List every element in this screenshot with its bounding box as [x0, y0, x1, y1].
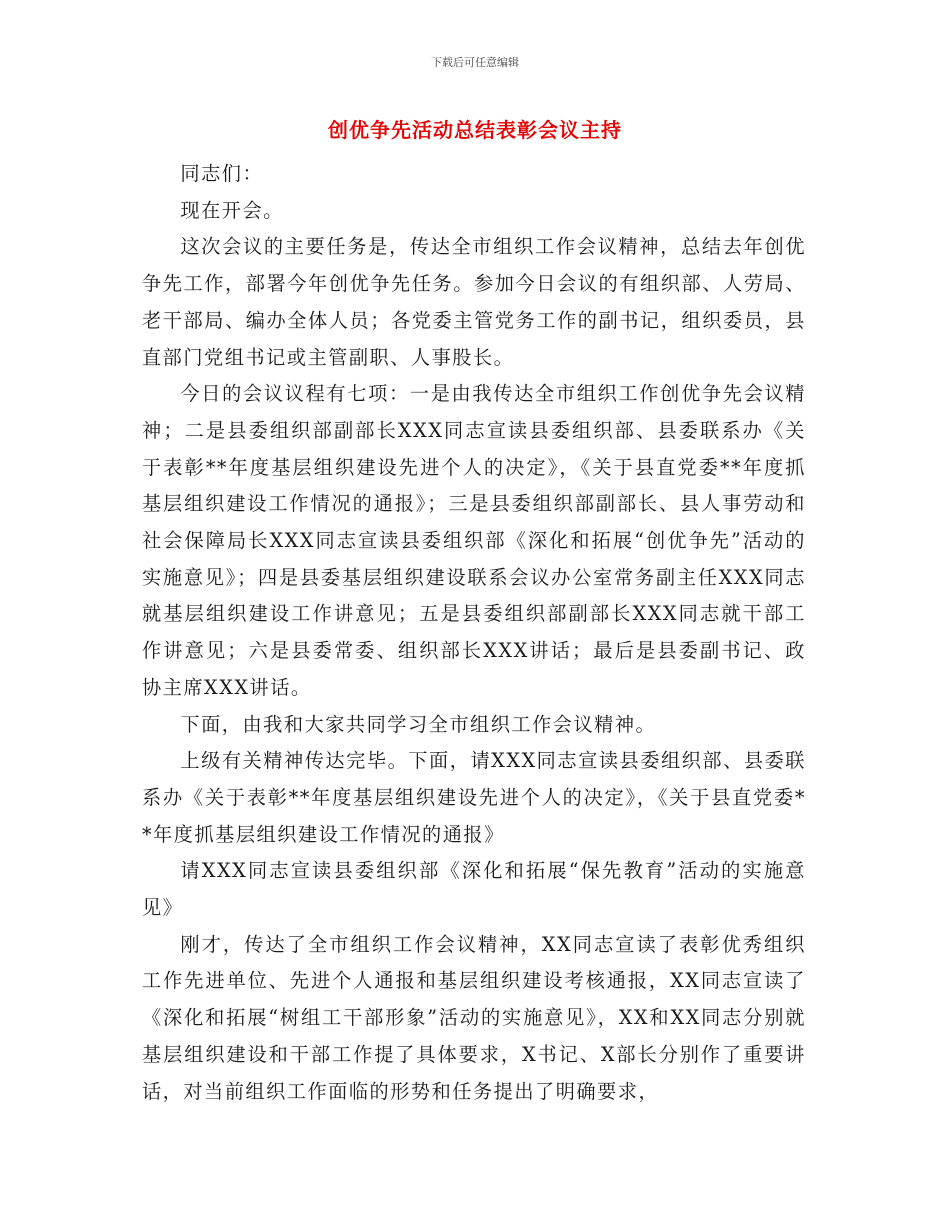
- paragraph-study: 下面，由我和大家共同学习全市组织工作会议精神。: [180, 712, 657, 736]
- paragraph-greeting: 同志们：: [180, 162, 264, 185]
- paragraph-summary: 刚才，传达了全市组织工作会议精神，XX同志宣读了表彰优秀组织工作先进单位、先进个人通报和基层组织建设考核通报，XX同志宣读了《深化和拓展“树组工干部形象”活动的实施意见》，XX和XX同志分别就基层组织建设和干部工作提了具体要求，X书记、X部长分别作了重要讲话，对当前组织工作面临的形势和任务提出了明确要求，: [142, 932, 806, 1103]
- document-body: [142, 156, 806, 1110]
- paragraph-reading-decision: 上级有关精神传达完毕。下面，请XXX同志宣读县委组织部、县委联系办《关于表彰**年度基层组织建设先进个人的决定》，《关于县直党委**年度抓基层组织建设工作情况的通报》: [142, 749, 806, 846]
- header-note: 下载后可任意编辑: [431, 56, 519, 69]
- paragraph-tasks: 这次会议的主要任务是，传达全市组织工作会议精神，总结去年创优争先工作，部署今年创优争先任务。参加今日会议的有组织部、人劳局、老干部局、编办全体人员；各党委主管党务工作的副书记，组织委员，县直部门党组书记或主管副职、人事股长。: [142, 235, 806, 369]
- paragraph-opening: 现在开会。: [180, 198, 284, 222]
- document-title: 创优争先活动总结表彰会议主持: [328, 118, 622, 142]
- paragraph-agenda: 今日的会议议程有七项：一是由我传达全市组织工作创优争先会议精神；二是县委组织部副部长XXX同志宣读县委组织部、县委联系办《关于表彰**年度基层组织建设先进个人的决定》，《关于县直党委**年度抓基层组织建设工作情况的通报》；三是县委组织部副部长、县人事劳动和社会保障局长XXX同志宣读县委组织部《深化和拓展“创优争先”活动的实施意见》；四是县委基层组织建设联系会议办公室常务副主任XXX同志就基层组织建设工作讲意见；五是县委组织部副部长XXX同志就干部工作讲意见；六是县委常委、组织部长XXX讲话；最后是县委副书记、政协主席XXX讲话。: [142, 382, 806, 699]
- paragraph-reading-opinion: 请XXX同志宣读县委组织部《深化和拓展“保先教育”活动的实施意见》: [142, 859, 806, 920]
